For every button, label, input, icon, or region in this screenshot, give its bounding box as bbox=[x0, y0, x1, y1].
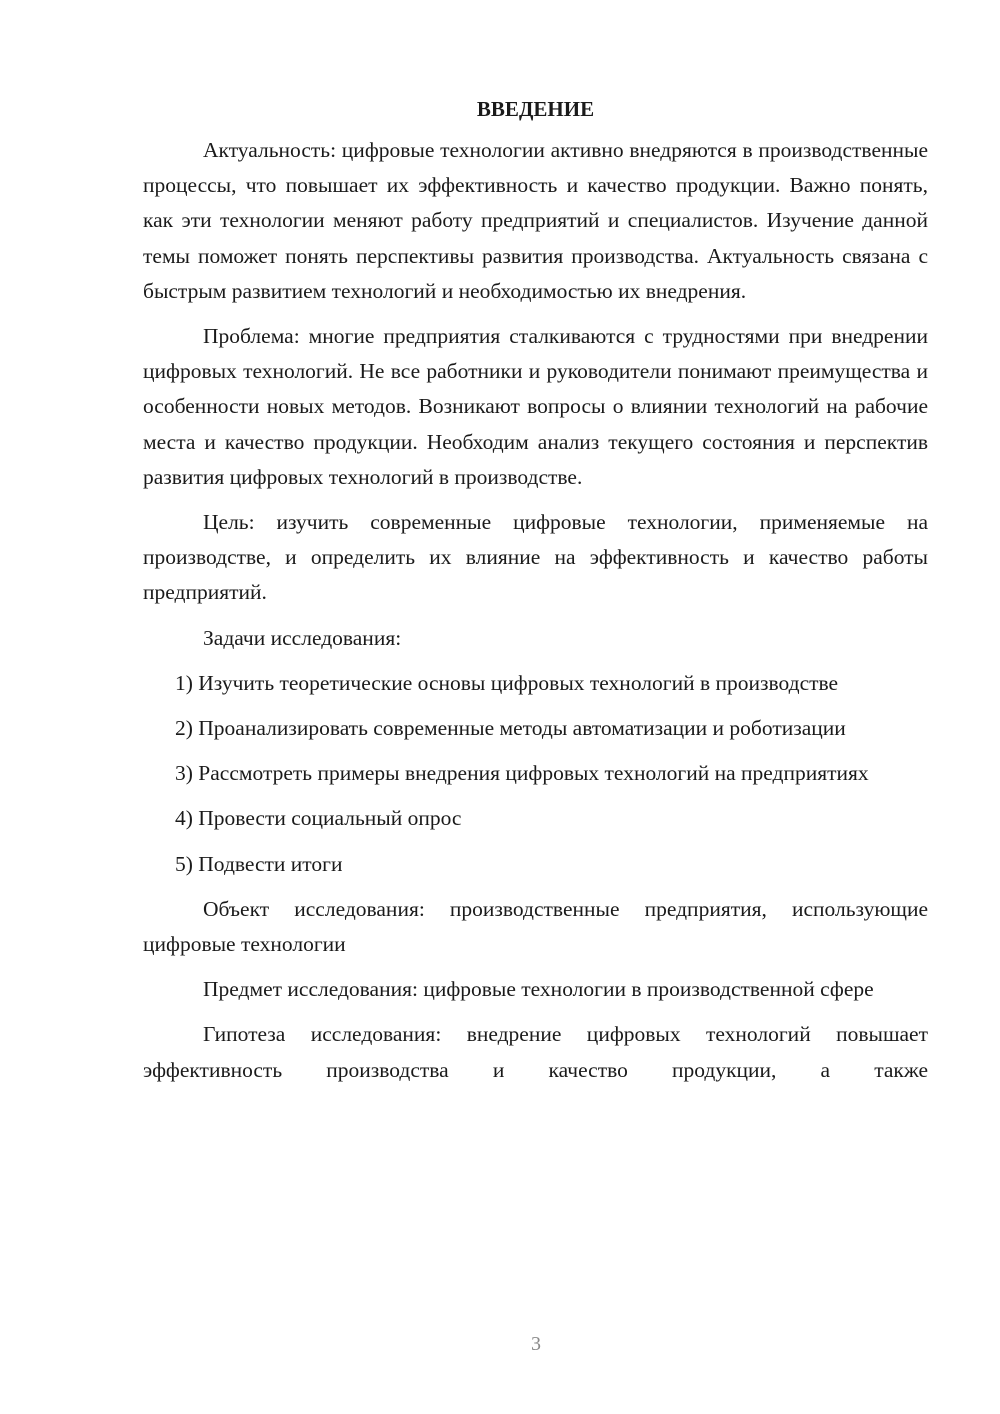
problem-paragraph: Проблема: многие предприятия сталкиваются с трудностями при внедрении цифровых технологий. Не все работники и руководители понимают преимущества и особенности новых методов. Возникают вопросы о влиянии технологий на рабочие места и качество продукции. Необходим анализ текущего состояния и перспектив развития цифровых технологий в производстве. bbox=[143, 324, 928, 489]
list-item: 1) Изучить теоретические основы цифровых технологий в производстве bbox=[175, 670, 839, 695]
document-page bbox=[143, 92, 928, 1098]
list-item: 5) Подвести итоги bbox=[175, 851, 343, 876]
goal-paragraph: Цель: изучить современные цифровые технологии, применяемые на производстве, и определить их влияние на эффективность и качество работы предприятий. bbox=[143, 510, 928, 605]
relevance-paragraph: Актуальность: цифровые технологии активно внедряются в производственные процессы, что повышает их эффективность и качество продукции. Важно понять, как эти технологии меняют работу предприятий и специалистов. Изучение данной темы поможет понять перспективы развития производства. Актуальность связана с быстрым развитием технологий и необходимостью их внедрения. bbox=[143, 138, 928, 303]
tasks-list bbox=[143, 666, 928, 882]
subject-paragraph: Предмет исследования: цифровые технологии в производственной сфере bbox=[203, 977, 874, 1002]
hypothesis-paragraph: Гипотеза исследования: внедрение цифровых технологий повышает эффективность производства и качество продукции, а также bbox=[143, 1022, 928, 1082]
list-item: 2) Проанализировать современные методы автоматизации и роботизации bbox=[175, 716, 846, 741]
list-item: 4) Провести социальный опрос bbox=[175, 806, 462, 831]
tasks-heading: Задачи исследования: bbox=[203, 625, 402, 650]
page-number: 3 bbox=[531, 1333, 541, 1355]
list-item: 3) Рассмотреть примеры внедрения цифровых технологий на предприятиях bbox=[175, 761, 869, 786]
object-paragraph: Объект исследования: производственные предприятия, использующие цифровые технологии bbox=[143, 896, 928, 957]
page-title: ВВЕДЕНИЕ bbox=[476, 97, 595, 121]
